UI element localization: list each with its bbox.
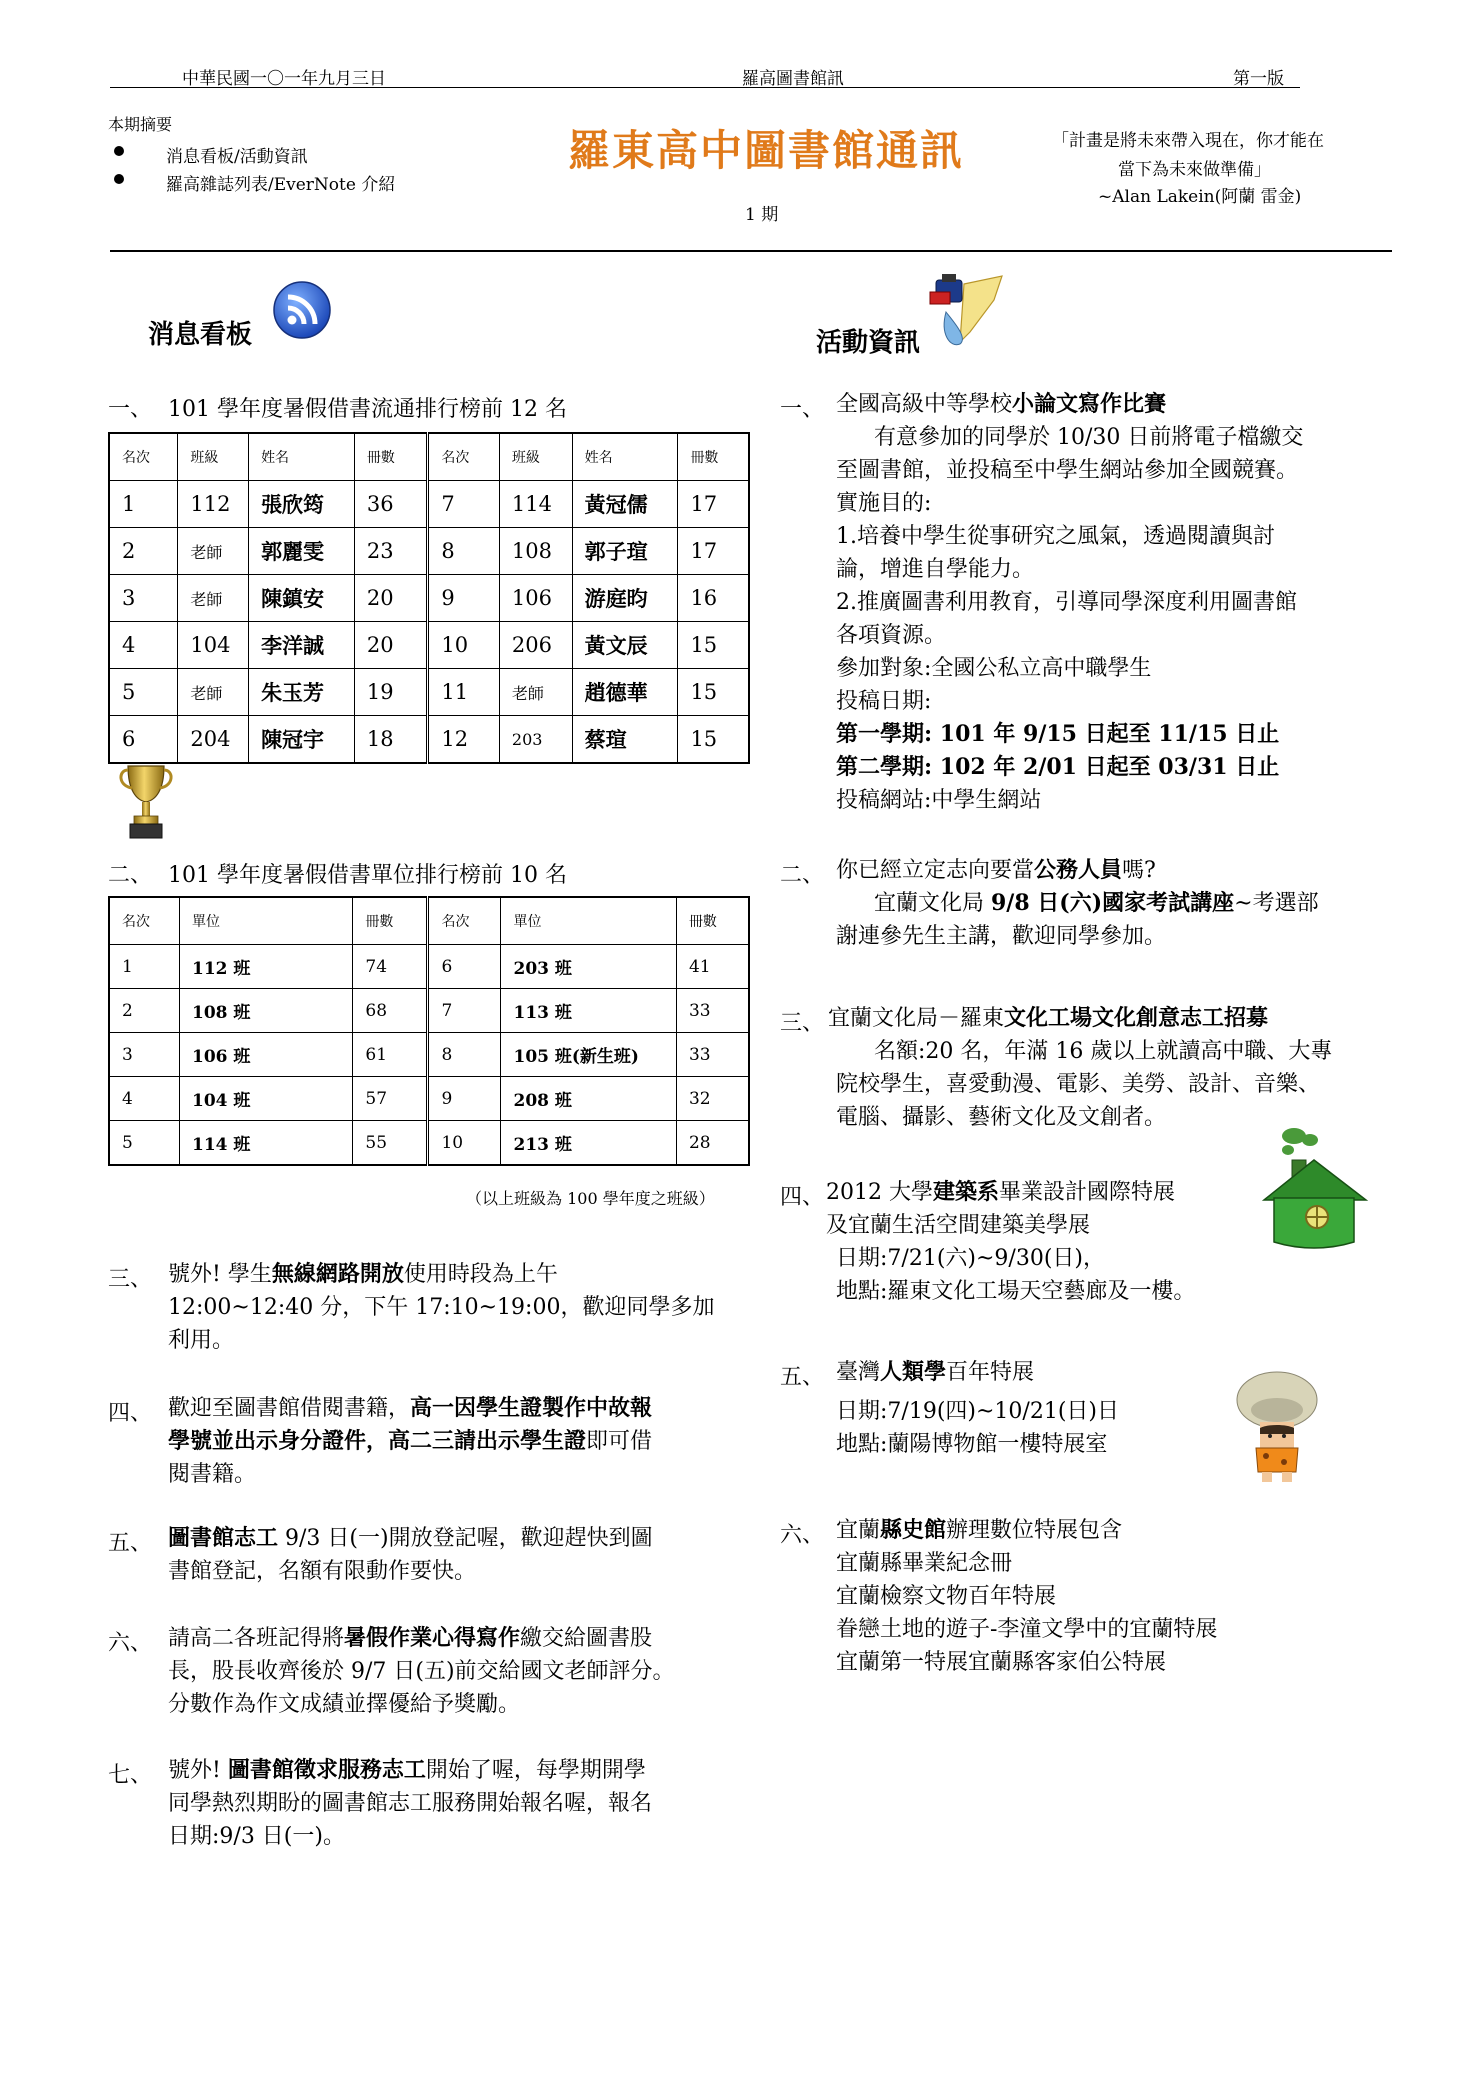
event-3-text: [828, 1002, 1398, 1134]
text-line: [168, 1258, 748, 1291]
text-line: [168, 1425, 748, 1458]
section-3-text: [168, 1258, 748, 1357]
text-run: 請高二各班記得將: [168, 1626, 345, 1651]
text-line: 至圖書館，並投稿至中學生網站參加全國競賽。: [836, 458, 1299, 483]
bullet-dot: [114, 174, 124, 184]
table2-title: 101 學年度暑假借書單位排行榜前 10 名: [168, 863, 567, 888]
section-4-text: [168, 1392, 748, 1491]
header-cell: 冊數: [353, 897, 428, 945]
event-number: 一、: [780, 397, 825, 422]
table-row: [109, 481, 749, 528]
header-edition: 第一版: [1233, 69, 1284, 89]
table-cell: 老師: [499, 669, 572, 716]
section-number: 七、: [108, 1763, 153, 1788]
section-number: 三、: [108, 1267, 153, 1292]
text-run: 繳交給圖書股: [520, 1626, 653, 1651]
text-run: 開始了喔，每學期開學: [425, 1758, 646, 1783]
text-line: 各項資源。: [836, 623, 947, 648]
table-cell: 33: [676, 989, 749, 1033]
table-row: [109, 669, 749, 716]
text-line: 宜蘭檢察文物百年特展: [836, 1584, 1057, 1609]
header-cell: 冊數: [354, 433, 427, 481]
header-cell: 班級: [178, 433, 249, 481]
text-line: 眷戀土地的遊子-李潼文學中的宜蘭特展: [836, 1617, 1218, 1642]
text-run: 辦理數位特展包含: [946, 1518, 1123, 1543]
table-row: [109, 945, 749, 989]
section-number: 六、: [108, 1631, 153, 1656]
text-line: [836, 854, 1396, 887]
table-cell: 1: [109, 945, 179, 989]
header-newsletter-name: 羅高圖書館訊: [742, 69, 844, 89]
table-cell: 113 班: [501, 989, 676, 1033]
event-number: 二、: [780, 863, 825, 888]
table-cell: 黃冠儒: [572, 481, 678, 528]
text-line: 有意參加的同學於 10/30 日前將電子檔繳交: [874, 425, 1304, 450]
text-line: 投稿日期:: [836, 689, 932, 714]
text-line: 書館登記，名額有限動作要快。: [168, 1559, 477, 1584]
emphasis: 學號並出示身分證件，高二三請出示學生證: [168, 1428, 587, 1454]
text-line: [828, 1002, 1398, 1035]
text-line: 地點:羅東文化工場天空藝廊及一樓。: [836, 1279, 1196, 1304]
table-cell: 104: [178, 622, 249, 669]
text-line: 地點:蘭陽博物館一樓特展室: [836, 1432, 1108, 1457]
text-line: 第二學期: 102 年 2/01 日起至 03/31 日止: [836, 754, 1280, 780]
event-4-text: [826, 1176, 1246, 1308]
text-line: 實施目的:: [836, 491, 932, 516]
table-cell: 5: [109, 669, 178, 716]
event-5-text: [836, 1356, 1256, 1461]
table-cell: 105 班(新生班): [501, 1033, 676, 1077]
emphasis: 圖書館志工: [168, 1525, 279, 1551]
text-line: [168, 1522, 748, 1555]
table2-note: （以上班級為 100 學年度之班級）: [466, 1189, 715, 1208]
table-cell: 108: [499, 528, 572, 575]
text-line: 長，股長收齊後於 9/7 日(五)前交給國文老師評分。: [168, 1659, 675, 1684]
summary-item-1: 消息看板/活動資訊: [166, 147, 308, 167]
text-line: 論，增進自學能力。: [836, 557, 1035, 582]
table-cell: 20: [354, 575, 427, 622]
event-number: 三、: [780, 1011, 825, 1036]
text-run: 臺灣: [836, 1360, 881, 1385]
quote-author: ~Alan Lakein(阿蘭 雷金): [1098, 187, 1302, 207]
section-5-text: [168, 1522, 748, 1588]
table-cell: 18: [354, 716, 427, 764]
header-cell: 姓名: [249, 433, 355, 481]
table-cell: 1: [109, 481, 178, 528]
table-row: [109, 989, 749, 1033]
emphasis: 公務人員: [1034, 857, 1123, 883]
table-cell: 黃文辰: [572, 622, 678, 669]
text-run: 百年特展: [946, 1360, 1035, 1385]
section-number: 一、: [108, 397, 153, 422]
text-line: [836, 1514, 1396, 1547]
summary-item-2: 羅高雜誌列表/EverNote 介紹: [166, 175, 396, 195]
table-cell: 206: [499, 622, 572, 669]
table-cell: 20: [354, 622, 427, 669]
text-run: 即可借: [586, 1429, 653, 1454]
masthead-rule: [110, 250, 1392, 252]
table-row: [109, 716, 749, 764]
bullet-dot: [114, 146, 124, 156]
table-cell: 106 班: [179, 1033, 352, 1077]
text-run: 你已經立定志向要當: [836, 858, 1035, 883]
table-cell: 9: [428, 575, 500, 622]
masthead-title: 羅東高中圖書館通訊: [568, 126, 965, 175]
table-cell: 7: [428, 481, 500, 528]
text-line: 投稿網站:中學生網站: [836, 788, 1042, 813]
text-line: 宜蘭縣畢業紀念冊: [836, 1551, 1013, 1576]
table-row: [109, 1121, 749, 1166]
header-cell: 冊數: [678, 433, 749, 481]
table-cell: 郭子瑄: [572, 528, 678, 575]
table-cell: 3: [109, 575, 178, 622]
table-cell: 112: [178, 481, 249, 528]
text-line: 第一學期: 101 年 9/15 日起至 11/15 日止: [836, 721, 1280, 747]
header-cell: 名次: [109, 897, 179, 945]
table-cell: 17: [678, 481, 749, 528]
quote-line-1: 「計畫是將未來帶入現在，你才能在: [1052, 131, 1324, 151]
table-row: [109, 622, 749, 669]
table-cell: 28: [676, 1121, 749, 1166]
text-line: 閱書籍。: [168, 1462, 257, 1487]
text-line: 院校學生，喜愛動漫、電影、美勞、設計、音樂、: [836, 1072, 1321, 1097]
text-run: 號外!: [168, 1758, 228, 1783]
header-cell: 名次: [428, 897, 501, 945]
table-cell: 老師: [178, 575, 249, 622]
text-line: 日期:9/3 日(一)。: [168, 1824, 345, 1849]
unit-ranking-table: [108, 896, 750, 1166]
trophy-icon: [118, 760, 174, 848]
text-line: [168, 1622, 758, 1655]
table-cell: 19: [354, 669, 427, 716]
quill-ink-icon: [924, 272, 1006, 356]
header-date: 中華民國一〇一年九月三日: [182, 69, 386, 89]
table-row: [109, 575, 749, 622]
table-cell: 8: [428, 528, 500, 575]
table-cell: 9: [428, 1077, 501, 1121]
table-cell: 57: [353, 1077, 428, 1121]
header-cell: 名次: [428, 433, 500, 481]
text-line: [836, 887, 1396, 920]
text-line: [168, 1392, 748, 1425]
table-row: [109, 1077, 749, 1121]
text-line: 謝連參先生主講，歡迎同學參加。: [836, 924, 1167, 949]
event-6-text: [836, 1514, 1396, 1679]
table-cell: 16: [678, 575, 749, 622]
table-row: [109, 1033, 749, 1077]
event-number: 五、: [780, 1365, 825, 1390]
text-line: 日期:7/19(四)~10/21(日)日: [836, 1399, 1119, 1424]
caveman-icon: [1236, 1370, 1318, 1490]
table1-title: 101 學年度暑假借書流通排行榜前 12 名: [168, 397, 567, 422]
table-cell: 3: [109, 1033, 179, 1077]
table-cell: 33: [676, 1033, 749, 1077]
event-number: 六、: [780, 1523, 825, 1548]
section-number: 二、: [108, 863, 153, 888]
table-cell: 203: [499, 716, 572, 764]
table-cell: 11: [428, 669, 500, 716]
text-line: [836, 1356, 1256, 1389]
rss-icon: [272, 280, 332, 344]
text-run: 歡迎至圖書館借閱書籍，: [168, 1396, 411, 1421]
table-cell: 6: [428, 945, 501, 989]
text-run: 2012 大學: [826, 1180, 933, 1205]
events-heading: 活動資訊: [816, 328, 921, 358]
table-header-row: [109, 433, 749, 481]
text-line: 12:00~12:40 分，下午 17:10~19:00，歡迎同學多加: [168, 1295, 715, 1320]
table-cell: 204: [178, 716, 249, 764]
table-cell: 68: [353, 989, 428, 1033]
table-cell: 114 班: [179, 1121, 352, 1166]
issue-number: 1 期: [745, 205, 779, 225]
table-cell: 12: [428, 716, 500, 764]
text-run: 宜蘭文化局－羅東: [828, 1006, 1005, 1031]
emphasis: 無線網路開放: [271, 1261, 404, 1287]
table-cell: 陳冠宇: [249, 716, 355, 764]
table-cell: 4: [109, 622, 178, 669]
green-house-icon: [1258, 1126, 1372, 1254]
table-cell: 36: [354, 481, 427, 528]
borrowing-ranking-table: [108, 432, 750, 764]
table-cell: 2: [109, 528, 178, 575]
summary-label: 本期摘要: [108, 115, 173, 134]
table-cell: 61: [353, 1033, 428, 1077]
text-line: 及宜蘭生活空間建築美學展: [826, 1213, 1091, 1238]
quote-line-2: 當下為未來做準備」: [1118, 160, 1271, 180]
table-cell: 15: [678, 669, 749, 716]
header-cell: 單位: [501, 897, 676, 945]
text-line: 日期:7/21(六)~9/30(日)，: [836, 1246, 1105, 1271]
table-cell: 張欣筠: [249, 481, 355, 528]
table-cell: 趙德華: [572, 669, 678, 716]
table-cell: 203 班: [501, 945, 676, 989]
text-line: 利用。: [168, 1328, 235, 1353]
table-cell: 213 班: [501, 1121, 676, 1166]
text-line: 參加對象:全國公私立高中職學生: [836, 656, 1152, 681]
text-line: 宜蘭第一特展宜蘭縣客家伯公特展: [836, 1650, 1167, 1675]
table-cell: 74: [353, 945, 428, 989]
emphasis: 文化工場文化創意志工招募: [1004, 1005, 1269, 1031]
emphasis: 縣史館: [880, 1517, 947, 1543]
table-cell: 114: [499, 481, 572, 528]
emphasis: 人類學: [880, 1359, 947, 1385]
text-run: 宜蘭文化局: [874, 891, 991, 916]
table-cell: 朱玉芳: [249, 669, 355, 716]
emphasis: 圖書館徵求服務志工: [227, 1757, 426, 1783]
table-cell: 老師: [178, 528, 249, 575]
table-cell: 蔡瑄: [572, 716, 678, 764]
table-cell: 41: [676, 945, 749, 989]
text-line: [826, 1176, 1246, 1209]
table-cell: 4: [109, 1077, 179, 1121]
table-cell: 104 班: [179, 1077, 352, 1121]
emphasis: 小論文寫作比賽: [1012, 391, 1167, 417]
text-run: 9/3 日(一)開放登記喔，歡迎趕快到圖: [278, 1526, 653, 1551]
header-cell: 名次: [109, 433, 178, 481]
table-cell: 15: [678, 622, 749, 669]
table-cell: 5: [109, 1121, 179, 1166]
section-7-text: [168, 1754, 748, 1853]
text-run: 宜蘭: [836, 1518, 881, 1543]
header-rule: [110, 87, 1300, 88]
table-cell: 2: [109, 989, 179, 1033]
table-cell: 6: [109, 716, 178, 764]
text-run: ~考選部: [1234, 891, 1319, 916]
text-line: [836, 388, 1396, 421]
table-cell: 32: [676, 1077, 749, 1121]
text-run: 全國高級中等學校: [836, 392, 1013, 417]
table-cell: 10: [428, 1121, 501, 1166]
table-cell: 112 班: [179, 945, 352, 989]
table-cell: 108 班: [179, 989, 352, 1033]
table-cell: 106: [499, 575, 572, 622]
table-cell: 游庭昀: [572, 575, 678, 622]
header-cell: 姓名: [572, 433, 678, 481]
table-cell: 李洋誠: [249, 622, 355, 669]
text-run: 畢業設計國際特展: [999, 1180, 1176, 1205]
event-number: 四、: [780, 1185, 825, 1210]
section-6-text: [168, 1622, 758, 1721]
table-row: [109, 528, 749, 575]
table-cell: 55: [353, 1121, 428, 1166]
header-cell: 冊數: [676, 897, 749, 945]
text-line: 1.培養中學生從事研究之風氣，透過閱讀與討: [836, 524, 1275, 549]
table-cell: 8: [428, 1033, 501, 1077]
table-cell: 陳鎮安: [249, 575, 355, 622]
text-line: 2.推廣圖書利用教育，引導同學深度利用圖書館: [836, 590, 1297, 615]
table-header-row: [109, 897, 749, 945]
emphasis: 9/8 日(六)國家考試講座: [991, 890, 1235, 916]
table-cell: 老師: [178, 669, 249, 716]
text-line: 同學熱烈期盼的圖書館志工服務開始報名喔，報名: [168, 1791, 653, 1816]
text-line: 名額:20 名，年滿 16 歲以上就讀高中職、大專: [874, 1039, 1333, 1064]
event-2-text: [836, 854, 1396, 953]
table-cell: 郭麗雯: [249, 528, 355, 575]
table-cell: 23: [354, 528, 427, 575]
table-cell: 15: [678, 716, 749, 764]
emphasis: 暑假作業心得寫作: [344, 1625, 521, 1651]
table-cell: 17: [678, 528, 749, 575]
section-number: 五、: [108, 1531, 153, 1556]
text-run: 嗎?: [1122, 858, 1156, 883]
table-cell: 7: [428, 989, 501, 1033]
table-cell: 10: [428, 622, 500, 669]
text-line: [168, 1754, 748, 1787]
header-cell: 班級: [499, 433, 572, 481]
header-cell: 單位: [179, 897, 352, 945]
table-cell: 208 班: [501, 1077, 676, 1121]
emphasis: 建築系: [932, 1179, 999, 1205]
event-1-text: [836, 388, 1396, 817]
section-number: 四、: [108, 1401, 153, 1426]
text-run: 號外! 學生: [168, 1262, 272, 1287]
text-line: 分數作為作文成績並擇優給予獎勵。: [168, 1692, 521, 1717]
text-line: 電腦、攝影、藝術文化及文創者。: [836, 1105, 1167, 1130]
text-run: 使用時段為上午: [403, 1262, 558, 1287]
news-heading: 消息看板: [148, 320, 253, 350]
emphasis: 高一因學生證製作中故報: [410, 1395, 653, 1421]
